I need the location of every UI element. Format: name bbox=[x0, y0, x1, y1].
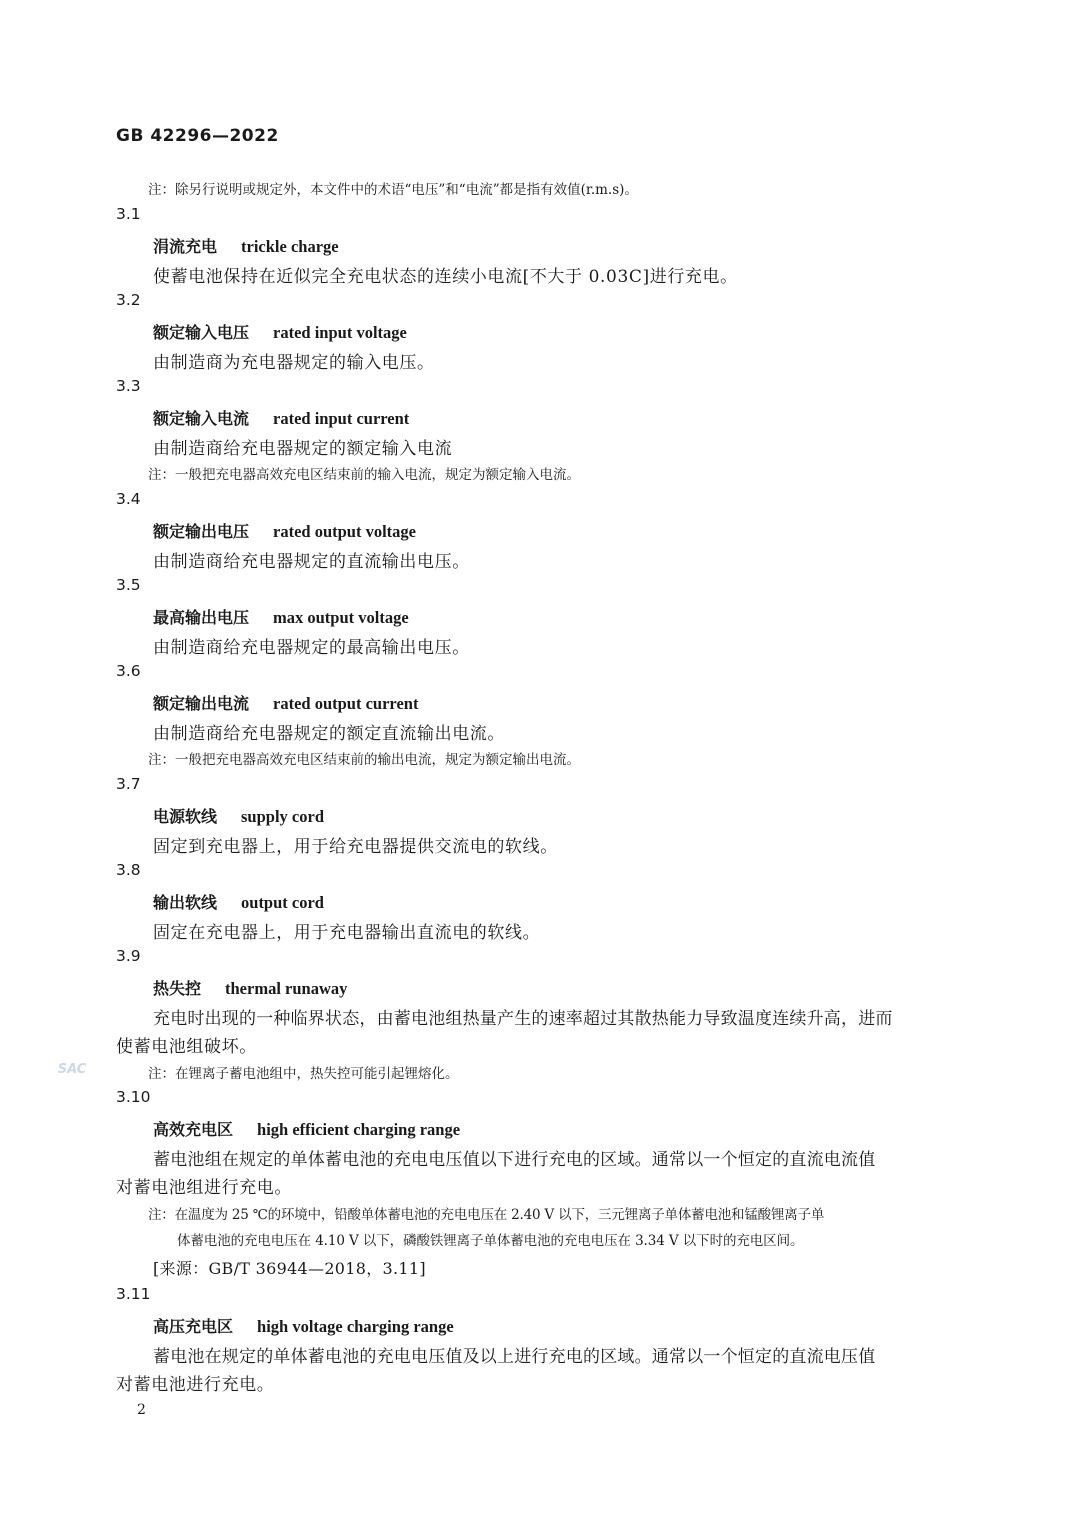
document-code: GB 42296—2022 bbox=[116, 126, 279, 146]
term-zh: 涓流充电 bbox=[153, 237, 218, 256]
term-definition-cont: 对蓄电池进行充电。 bbox=[116, 1375, 275, 1395]
term-en: thermal runaway bbox=[225, 979, 348, 998]
term-definition-cont: 对蓄电池组进行充电。 bbox=[116, 1178, 292, 1198]
term-zh: 额定输入电压 bbox=[153, 323, 250, 342]
sac-watermark-logo: SAC bbox=[57, 1062, 87, 1077]
term-en: rated output voltage bbox=[273, 522, 417, 541]
term-number: 3.5 bbox=[116, 576, 141, 594]
term-title bbox=[153, 976, 347, 999]
term-note-cont: 体蓄电池的充电电压在 4.10 V 以下，磷酸铁锂离子单体蓄电池的充电电压在 3.34 V 以下时的充电区间。 bbox=[177, 1233, 804, 1249]
term-definition: 固定在充电器上，用于充电器输出直流电的软线。 bbox=[153, 923, 541, 943]
term-zh: 额定输出电压 bbox=[153, 522, 250, 541]
term-title bbox=[153, 234, 339, 257]
term-zh: 额定输出电流 bbox=[153, 694, 250, 713]
term-en: trickle charge bbox=[241, 237, 339, 256]
term-title bbox=[153, 1314, 454, 1337]
term-en: rated input current bbox=[273, 409, 410, 428]
term-en: max output voltage bbox=[273, 608, 409, 627]
term-number: 3.2 bbox=[116, 291, 141, 309]
term-zh: 高效充电区 bbox=[153, 1120, 234, 1139]
term-note: 注：在锂离子蓄电池组中，热失控可能引起锂熔化。 bbox=[148, 1066, 459, 1082]
term-definition: 由制造商给充电器规定的最高输出电压。 bbox=[153, 638, 470, 658]
term-zh: 高压充电区 bbox=[153, 1317, 234, 1336]
term-title bbox=[153, 691, 418, 714]
term-note: 注：一般把充电器高效充电区结束前的输入电流，规定为额定输入电流。 bbox=[148, 467, 580, 483]
term-en: rated input voltage bbox=[273, 323, 407, 342]
term-definition: 由制造商给充电器规定的直流输出电压。 bbox=[153, 552, 470, 572]
term-zh: 最高输出电压 bbox=[153, 608, 250, 627]
term-title bbox=[153, 1117, 460, 1140]
term-number: 3.7 bbox=[116, 775, 141, 793]
term-title bbox=[153, 890, 324, 913]
term-definition: 由制造商给充电器规定的额定输入电流 bbox=[153, 439, 453, 459]
term-number: 3.1 bbox=[116, 205, 141, 223]
term-number: 3.8 bbox=[116, 861, 141, 879]
term-number: 3.3 bbox=[116, 377, 141, 395]
term-source: [来源：GB/T 36944—2018，3.11] bbox=[153, 1259, 426, 1278]
term-definition: 蓄电池组在规定的单体蓄电池的充电电压值以下进行充电的区域。通常以一个恒定的直流电流值 bbox=[153, 1150, 876, 1170]
term-title bbox=[153, 406, 409, 429]
term-zh: 热失控 bbox=[153, 979, 202, 998]
term-zh: 额定输入电流 bbox=[153, 409, 250, 428]
term-en: high voltage charging range bbox=[257, 1317, 454, 1336]
term-en: supply cord bbox=[241, 807, 324, 826]
term-number: 3.9 bbox=[116, 947, 141, 965]
page-number: 2 bbox=[137, 1402, 146, 1418]
term-number: 3.4 bbox=[116, 490, 141, 508]
term-number: 3.10 bbox=[116, 1088, 151, 1106]
term-en: rated output current bbox=[273, 694, 419, 713]
term-definition: 使蓄电池保持在近似完全充电状态的连续小电流[不大于 0.03C]进行充电。 bbox=[153, 267, 738, 287]
term-number: 3.6 bbox=[116, 662, 141, 680]
term-definition: 固定到充电器上，用于给充电器提供交流电的软线。 bbox=[153, 837, 558, 857]
term-title bbox=[153, 804, 324, 827]
term-definition: 由制造商为充电器规定的输入电压。 bbox=[153, 353, 435, 373]
term-note: 注：一般把充电器高效充电区结束前的输出电流，规定为额定输出电流。 bbox=[148, 752, 580, 768]
term-definition: 由制造商给充电器规定的额定直流输出电流。 bbox=[153, 724, 505, 744]
term-definition: 蓄电池在规定的单体蓄电池的充电电压值及以上进行充电的区域。通常以一个恒定的直流电压值 bbox=[153, 1347, 876, 1367]
term-title bbox=[153, 605, 409, 628]
term-en: output cord bbox=[241, 893, 324, 912]
term-title bbox=[153, 320, 407, 343]
term-title bbox=[153, 519, 416, 542]
general-note: 注：除另行说明或规定外，本文件中的术语“电压”和“电流”都是指有效值(r.m.s)。 bbox=[148, 182, 638, 198]
term-zh: 电源软线 bbox=[153, 807, 218, 826]
term-note: 注：在温度为 25 ℃的环境中，铅酸单体蓄电池的充电电压在 2.40 V 以下，三元锂离子单体蓄电池和锰酸锂离子单 bbox=[148, 1207, 825, 1223]
term-zh: 输出软线 bbox=[153, 893, 218, 912]
term-definition-cont: 使蓄电池组破坏。 bbox=[116, 1037, 257, 1057]
term-number: 3.11 bbox=[116, 1285, 151, 1303]
term-definition: 充电时出现的一种临界状态，由蓄电池组热量产生的速率超过其散热能力导致温度连续升高，进而 bbox=[153, 1009, 893, 1029]
term-en: high efficient charging range bbox=[257, 1120, 461, 1139]
